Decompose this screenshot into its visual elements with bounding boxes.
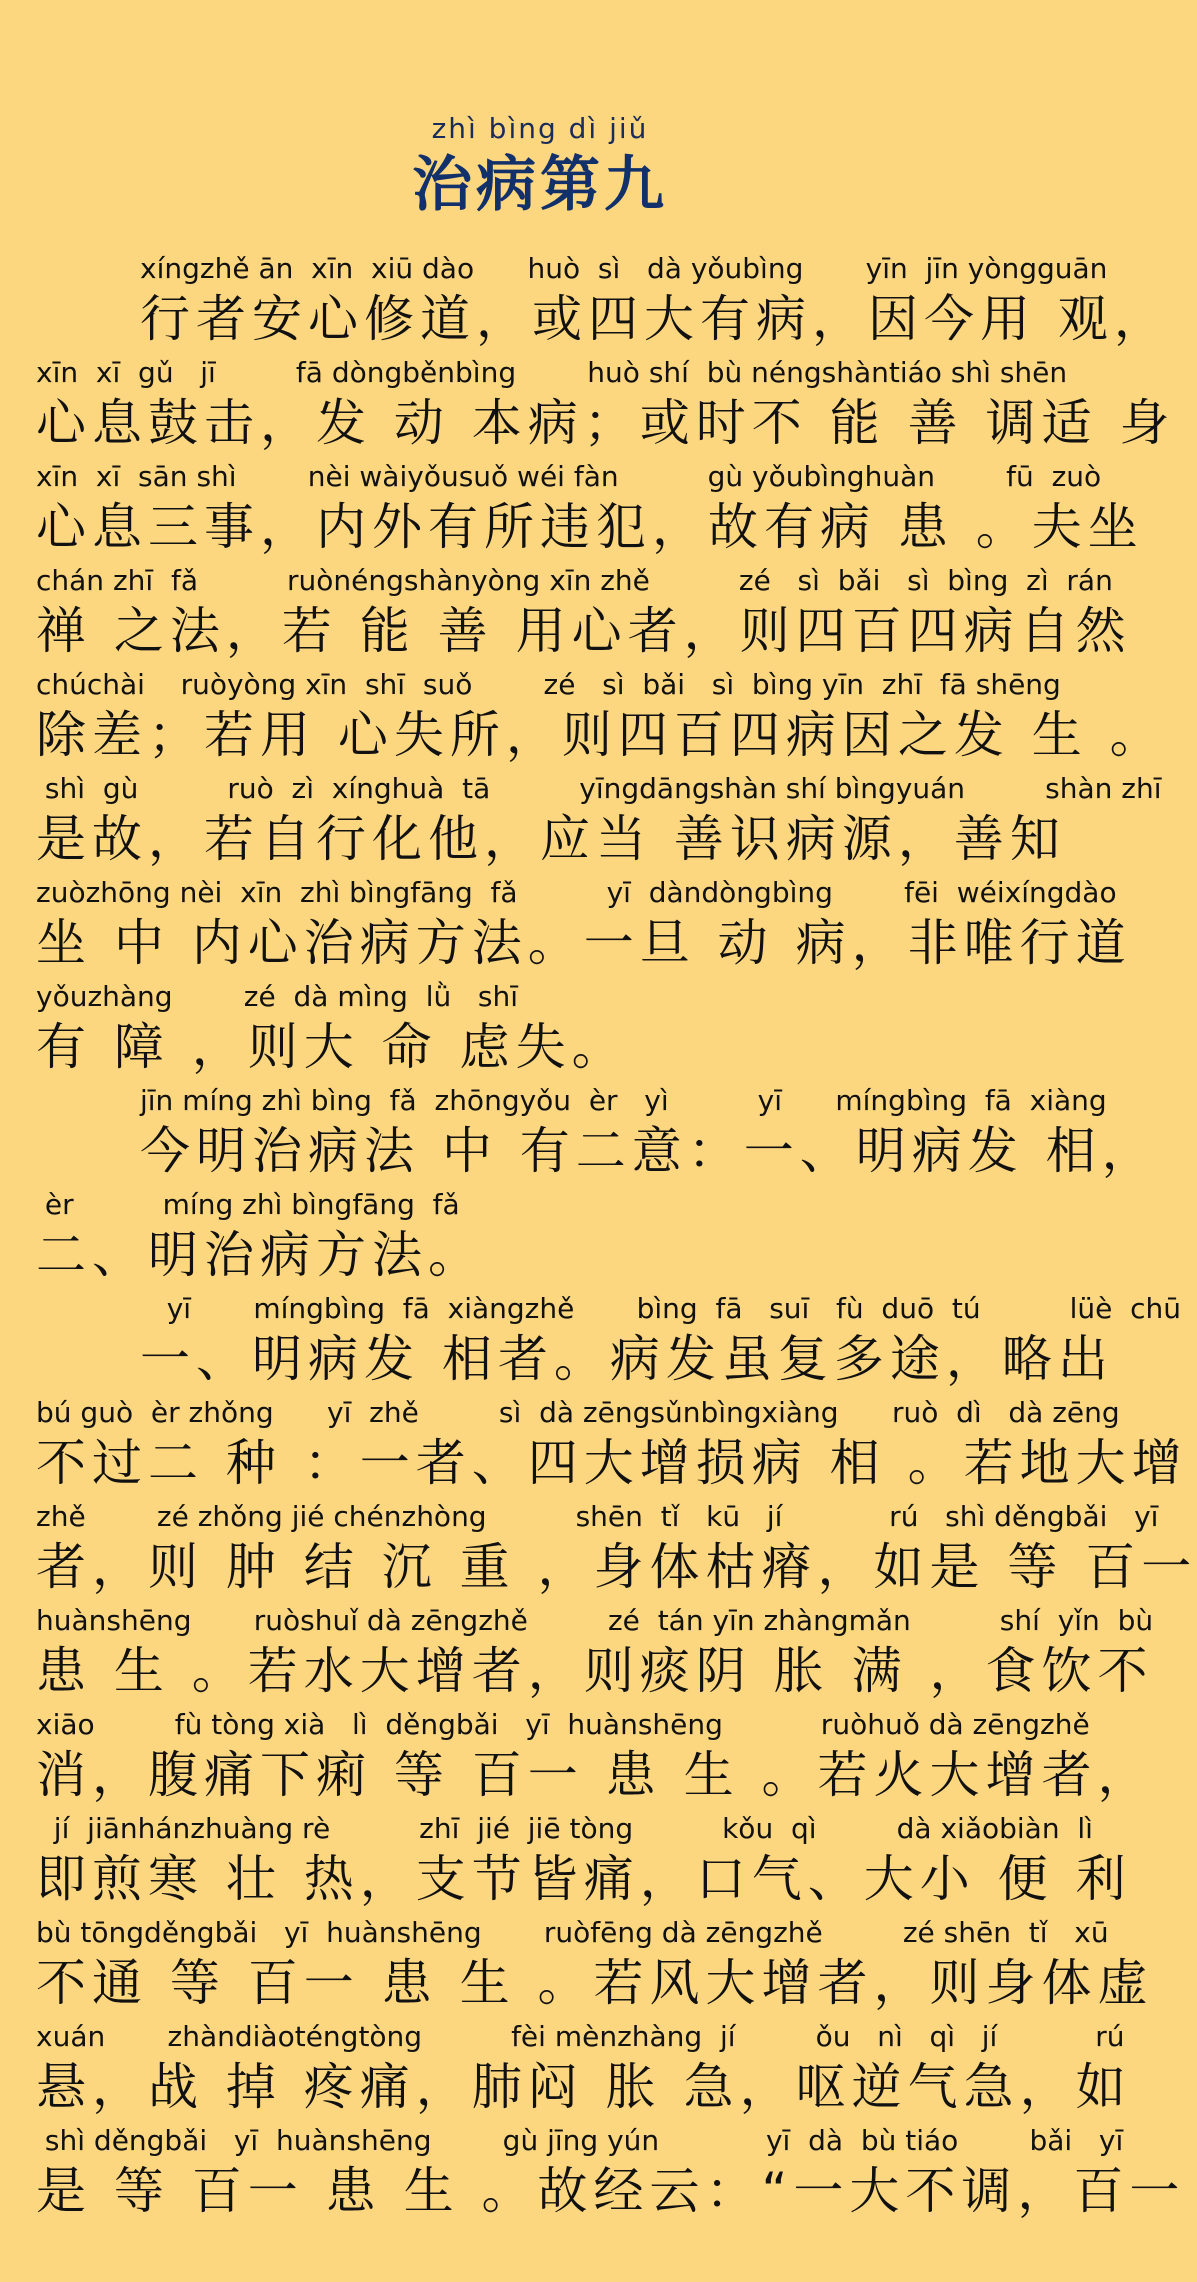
line-pinyin: xiāo fù tòng xià lì děngbǎi yī huànshēng ruòhuǒ dà zēngzhě bbox=[36, 1708, 1090, 1741]
line-pinyin: zuòzhōng nèi xīn zhì bìngfāng fǎ yī dàndòngbìng fēi wéixíngdào bbox=[36, 876, 1117, 909]
text-line bbox=[140, 250, 1170, 350]
line-text: 二、明治病方法。 bbox=[36, 1226, 484, 1284]
line-text: 行者安心修道，或四大有病，因今用 观， bbox=[140, 290, 1170, 348]
text-line bbox=[36, 2122, 1186, 2222]
line-text: 是故，若自行化他，应当 善识病源，善知 bbox=[36, 810, 1066, 868]
text-line bbox=[36, 1498, 1197, 1598]
title-text: 治病第九 bbox=[412, 150, 668, 220]
line-pinyin: xīn xī sān shì nèi wàiyǒusuǒ wéi fàn gù yǒubìnghuàn fū zuò bbox=[36, 460, 1102, 493]
text-line bbox=[36, 770, 1162, 870]
line-pinyin: bù tōngděngbǎi yī huànshēng ruòfēng dà zēngzhě zé shēn tǐ xū bbox=[36, 1916, 1109, 1949]
line-pinyin: èr míng zhì bìngfāng fǎ bbox=[36, 1188, 460, 1221]
line-text: 心息三事，内外有所违犯，故有病 患 。夫坐 bbox=[36, 498, 1144, 556]
text-line bbox=[36, 562, 1132, 662]
line-text: 不过二 种 ：一者、四大增损病 相 。若地大增 bbox=[36, 1434, 1188, 1492]
line-text: 禅 之法，若 能 善 用心者，则四百四病自然 bbox=[36, 602, 1132, 660]
text-line bbox=[36, 1394, 1188, 1494]
line-pinyin: shì děngbǎi yī huànshēng gù jīng yún yī dà bù tiáo bǎi yī bbox=[36, 2124, 1124, 2157]
line-text: 者，则 肿 结 沉 重 ，身体枯瘠，如是 等 百一 bbox=[36, 1538, 1197, 1596]
text-line bbox=[36, 2018, 1132, 2118]
text-line bbox=[36, 354, 1176, 454]
line-text: 悬，战 掉 疼痛，肺闷 胀 急，呕逆气急，如 bbox=[36, 2058, 1132, 2116]
text-line bbox=[36, 874, 1132, 974]
line-text: 有 障 ，则大 命 虑失。 bbox=[36, 1018, 628, 1076]
line-text: 一、明病发 相者。病发虽复多途，略出 bbox=[140, 1330, 1114, 1388]
line-pinyin: xīn xī gǔ jī fā dòngběnbìng huò shí bù néngshàntiáo shì shēn bbox=[36, 356, 1068, 389]
line-pinyin: shì gù ruò zì xínghuà tā yīngdāngshàn shí bìngyuán shàn zhī bbox=[36, 772, 1162, 805]
line-text: 是 等 百一 患 生 。故经云：“一大不调，百一 bbox=[36, 2162, 1186, 2220]
line-text: 今明治病法 中 有二意：一、明病发 相， bbox=[140, 1122, 1158, 1180]
title-pinyin: zhì bìng dì jiǔ bbox=[431, 112, 649, 145]
line-text: 即煎寒 壮 热，支节皆痛，口气、大小 便 利 bbox=[36, 1850, 1132, 1908]
line-text: 心息鼓击，发 动 本病；或时不 能 善 调适 身 bbox=[36, 394, 1176, 452]
line-pinyin: xíngzhě ān xīn xiū dào huò sì dà yǒubìng yīn jīn yòngguān bbox=[140, 252, 1108, 285]
line-text: 患 生 。若水大增者，则痰阴 胀 满 ，食饮不 bbox=[36, 1642, 1154, 1700]
line-pinyin: huànshēng ruòshuǐ dà zēngzhě zé tán yīn zhàngmǎn shí yǐn bù bbox=[36, 1604, 1154, 1637]
line-pinyin: bú guò èr zhǒng yī zhě sì dà zēngsǔnbìngxiàng ruò dì dà zēng bbox=[36, 1396, 1120, 1429]
text-line bbox=[36, 1186, 1046, 1286]
line-pinyin: yī míngbìng fā xiàngzhě bìng fā suī fù duō tú lüè chū bbox=[140, 1292, 1182, 1325]
text-line bbox=[140, 1082, 1158, 1182]
line-pinyin: xuán zhàndiàoténgtòng fèi mènzhàng jí ǒu nì qì jí rú bbox=[36, 2020, 1125, 2053]
chapter-title bbox=[0, 110, 1080, 222]
line-text: 除差；若用 心失所，则四百四病因之发 生 。 bbox=[36, 706, 1166, 764]
line-pinyin: yǒuzhàng zé dà mìng lǜ shī bbox=[36, 980, 519, 1013]
text-line bbox=[36, 458, 1144, 558]
line-pinyin: chúchài ruòyòng xīn shī suǒ zé sì bǎi sì bìng yīn zhī fā shēng bbox=[36, 668, 1061, 701]
text-line bbox=[140, 1290, 1182, 1390]
line-text: 不通 等 百一 患 生 。若风大增者，则身体虚 bbox=[36, 1954, 1154, 2012]
line-text: 坐 中 内心治病方法。一旦 动 病，非唯行道 bbox=[36, 914, 1132, 972]
line-pinyin: chán zhī fǎ ruònéngshànyòng xīn zhě zé sì bǎi sì bìng zì rán bbox=[36, 564, 1113, 597]
line-pinyin: jí jiānhánzhuàng rè zhī jié jiē tòng kǒu qì dà xiǎobiàn lì bbox=[36, 1812, 1093, 1845]
text-line bbox=[36, 1706, 1154, 1806]
text-line bbox=[36, 1914, 1154, 2014]
text-line bbox=[36, 978, 1046, 1078]
line-pinyin: jīn míng zhì bìng fǎ zhōngyǒu èr yì yī míngbìng fā xiàng bbox=[140, 1084, 1107, 1117]
text-line bbox=[36, 1810, 1132, 1910]
line-pinyin: zhě zé zhǒng jié chénzhòng shēn tǐ kū jí rú shì děngbǎi yī bbox=[36, 1500, 1159, 1533]
line-text: 消，腹痛下痢 等 百一 患 生 。若火大增者， bbox=[36, 1746, 1154, 1804]
text-line bbox=[36, 666, 1166, 766]
text-line bbox=[36, 1602, 1154, 1702]
